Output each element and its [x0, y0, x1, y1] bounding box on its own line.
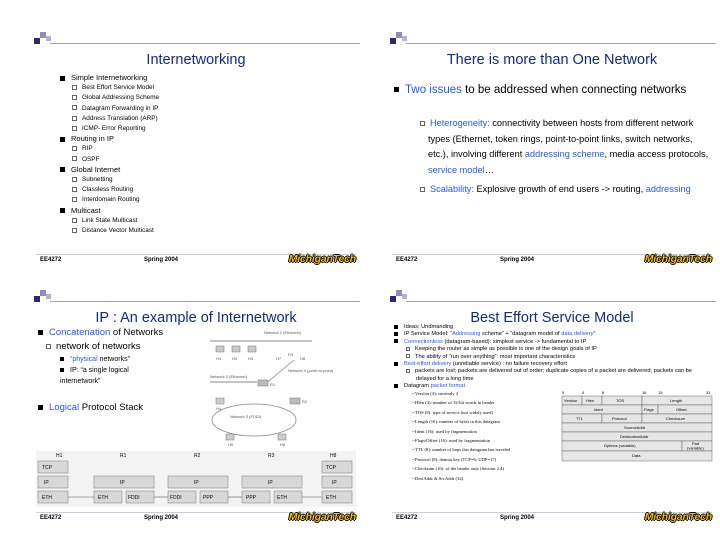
host-icon — [248, 346, 256, 352]
heterogeneity-item — [420, 116, 710, 178]
field-label: TOS — [616, 398, 625, 403]
bullet-text: (unreliable service) : no failure recovery effort — [451, 361, 567, 368]
bit-label: 16 — [642, 390, 647, 395]
bullet-icon — [394, 87, 399, 92]
outline-item — [60, 206, 159, 216]
bullet-text: to be addressed when connecting networks — [461, 84, 687, 96]
footer-course: EE4272 — [40, 515, 62, 521]
sub-text: networks” — [97, 356, 130, 363]
layer-label: TCP — [42, 465, 52, 471]
layer-label: IP — [194, 480, 199, 486]
outline-subitem — [60, 93, 159, 103]
layer-label: ETH — [326, 495, 336, 501]
michigantech-logo: MichiganTech — [288, 253, 356, 265]
checkbox-bullet-icon — [72, 126, 77, 131]
slide-title: Best Effort Service Model — [470, 310, 634, 326]
layer-label: ETH — [98, 495, 108, 501]
checkbox-bullet-icon — [72, 116, 77, 121]
field-label: Options (variable) — [604, 443, 636, 448]
layer-label: PPP — [203, 495, 214, 501]
top-rule — [50, 43, 360, 44]
sub-text: packets are lost; packets are delivered out of order; duplicate copies of a packet are delivered; packets can be delayed for a long time — [415, 368, 692, 382]
host-label: H5 — [228, 442, 234, 447]
highlight-text: “physical — [70, 356, 98, 363]
slide-internetworking — [32, 32, 360, 269]
layer-label: TCP — [326, 465, 336, 471]
host-label: H4 — [216, 406, 222, 411]
checkbox-bullet-icon — [420, 121, 425, 126]
footer-course: EE4272 — [396, 515, 418, 521]
highlight-text: Best-effort delivery — [404, 361, 452, 368]
michigantech-logo: MichiganTech — [644, 253, 712, 265]
outline-subitem-label: Global Addressing Scheme — [82, 94, 160, 102]
host-icon — [216, 398, 224, 404]
field-label: Hlen — [586, 398, 595, 403]
field-label: Length — [670, 398, 683, 403]
slide-ip-example — [32, 290, 360, 527]
outline-subitem-label: Address Translation (ARP) — [82, 114, 158, 122]
network3-ring — [212, 404, 296, 436]
field-label: DestinationAddr — [620, 434, 649, 439]
checkbox-bullet-icon — [72, 218, 77, 223]
highlight-text: Two issues — [405, 84, 462, 96]
highlight-text: Concatenation — [49, 327, 111, 338]
checkbox-bullet-icon — [72, 85, 77, 90]
field-label: Ident — [594, 407, 603, 412]
outline-subitem-label: ICMP- Error Reporting — [82, 125, 146, 133]
outline-subitem — [60, 155, 159, 165]
sub-text: Keeping the router as simple as possible is one of the design goals of IP — [415, 346, 597, 353]
host-label: H2 — [232, 356, 238, 361]
layer-label: IP — [120, 480, 125, 486]
field-description: --Checksum (16): of the header only (Section 2.4) — [412, 466, 504, 472]
bullet-text: of Networks — [110, 327, 164, 338]
field-description: --TTL (8): number of hops this datagram has traveled — [412, 447, 511, 453]
host-icon — [278, 434, 286, 440]
field-description: --Protocol (8): demux key (TCP=6; UDP=17) — [412, 456, 497, 462]
stack-host-label: H8 — [330, 453, 337, 459]
network4-label: Network 4 (point-to-point) — [288, 368, 334, 373]
bullet-text: scheme” + “datagram model of — [480, 331, 562, 338]
field-label: Data — [632, 453, 641, 458]
field-label: (variable) — [687, 445, 704, 451]
outline-item-label: Multicast — [71, 205, 101, 215]
host-label: H8 — [300, 356, 306, 361]
network2-label: Network 2 (Ethernet) — [210, 374, 247, 379]
field-description: --Version (4): currently 4 — [412, 391, 459, 396]
footer-date: Spring 2004 — [500, 515, 535, 521]
highlight-text: Logical — [49, 402, 80, 413]
highlight-text: data delivery — [561, 331, 594, 338]
layer-label: IP — [268, 480, 273, 486]
outline-subitem-label: Distance Vector Multicast — [82, 227, 154, 235]
host-icon — [226, 434, 234, 440]
field-description: --Length (16): number of bytes in this datagram — [412, 419, 500, 425]
outline-subitem-label: Best Effort Service Model — [82, 84, 154, 92]
field-label: Flags — [644, 407, 654, 412]
stack-router-label: R1 — [120, 453, 127, 459]
bullet-text: (datagram-based): simplest service -> fundamental to IP — [442, 338, 587, 345]
outline-item — [60, 73, 159, 83]
outline-item-label: Simple Internetworking — [71, 73, 148, 82]
stack-layer — [322, 476, 352, 488]
bullet-text: ” — [593, 331, 596, 338]
outline-subitem — [60, 175, 159, 185]
bit-label: 4 — [582, 390, 585, 395]
highlight-text: Heterogeneity: — [430, 118, 490, 128]
bit-label: 0 — [562, 390, 565, 395]
stack-router-label: R2 — [194, 453, 201, 459]
stack-layer — [38, 476, 68, 488]
highlight-text: packet format — [430, 383, 466, 390]
field-label: Pad — [692, 441, 700, 446]
layer-label: ETH — [42, 495, 52, 501]
host-label: H1 — [216, 356, 222, 361]
field-description: --Hlen (4): number of 32-bit words in header — [412, 400, 495, 406]
outline-subitem-label: RIP — [82, 145, 93, 153]
outline-subitem-label: Subnetting — [82, 176, 113, 184]
highlight-text: addressing scheme — [524, 149, 605, 159]
item-text: … — [484, 164, 494, 175]
slide-title: IP : An example of Internetwork — [95, 310, 297, 326]
outline-subitem — [60, 216, 159, 226]
field-description: --Flags/Offset (16): used by fragmentation — [412, 438, 490, 444]
bit-label: 31 — [706, 390, 711, 395]
checkbox-bullet-icon — [72, 146, 77, 151]
sub-text: The ability of “run over anything”: most important characteristics — [415, 353, 576, 360]
checkbox-bullet-icon — [72, 156, 77, 161]
checkbox-bullet-icon — [72, 105, 77, 110]
outline-subitem — [60, 144, 159, 154]
stack-host-label: H1 — [56, 453, 63, 459]
bullet-text: IP Service Model: “ — [404, 331, 452, 338]
bullet-text: Ideas: Undmanding — [404, 324, 454, 330]
outline-subitem — [60, 104, 159, 114]
outline-subitem-label: Link State Multicast — [82, 216, 138, 224]
outline-subitem-label: Interdomain Routing — [82, 196, 140, 204]
host-label: H3 — [248, 356, 254, 361]
footer-course: EE4272 — [396, 257, 418, 263]
host-icon — [216, 346, 224, 352]
outline-item — [60, 134, 159, 144]
outline-item — [60, 165, 159, 175]
footer-date: Spring 2004 — [144, 515, 179, 521]
bullet-icon — [60, 76, 65, 81]
sub-text: IP: “a single logical internetwork” — [60, 367, 129, 385]
outline-subitem — [60, 114, 159, 124]
slide-title: Internetworking — [146, 52, 246, 68]
checkbox-bullet-icon — [72, 187, 77, 192]
outline-item-label: Global Internet — [71, 164, 121, 174]
checkbox-bullet-icon — [420, 187, 425, 192]
bullet-icon — [60, 167, 65, 172]
footer-course: EE4272 — [40, 257, 62, 263]
highlight-text: service model — [428, 164, 485, 175]
router-label: R2 — [302, 399, 308, 404]
checkbox-bullet-icon — [72, 228, 77, 233]
outline-list — [60, 73, 159, 236]
outline-subitem-label: Datagram Forwarding in IP — [82, 104, 159, 112]
bit-label: 8 — [602, 390, 605, 395]
bullet-text: Protocol Stack — [79, 402, 143, 413]
field-label: TTL — [576, 416, 584, 421]
layer-label: IP — [332, 480, 337, 486]
bit-label: 19 — [658, 390, 663, 395]
highlight-text: Scalability: — [430, 184, 474, 194]
layer-label: PPP — [246, 495, 257, 501]
bullet-text: Datagram — [404, 383, 431, 390]
michigantech-logo: MichiganTech — [288, 511, 356, 523]
slide-title: There is more than One Network — [446, 52, 658, 68]
field-label: Protocol — [612, 416, 627, 421]
layer-label: ETH — [277, 495, 287, 501]
layer-label: IP — [44, 480, 49, 486]
outline-subitem-label: Classless Routing — [82, 186, 134, 194]
highlight-text: addressing — [645, 184, 691, 194]
checkbox-bullet-icon — [72, 95, 77, 100]
ip-header-diagram — [388, 290, 716, 527]
outline-subitem — [60, 124, 159, 134]
sub-text: network of networks — [56, 341, 141, 352]
bullet-icon — [60, 208, 65, 213]
layer-label: FDDI — [128, 495, 140, 501]
outline-subitem-label: OSPF — [82, 155, 100, 163]
checkbox-bullet-icon — [72, 177, 77, 182]
outline-item-label: Routing in IP — [71, 134, 114, 144]
router-icon — [258, 380, 268, 386]
bullet-icon — [60, 137, 65, 142]
router-icon — [290, 398, 300, 404]
host-label: H7 — [276, 356, 282, 361]
internetwork-diagram — [32, 290, 360, 527]
top-rule — [406, 43, 716, 44]
field-label: Offset — [676, 407, 687, 412]
highlight-text: Connectionless — [404, 338, 443, 345]
field-description: --DestAddr & SrcAddr (32) — [412, 475, 464, 481]
slide-more-than-one-network — [388, 32, 716, 269]
host-icon — [232, 346, 240, 352]
host-label: H6 — [280, 442, 286, 447]
field-description: --Ident (16): used by fragmentation — [412, 428, 477, 434]
michigantech-logo: MichiganTech — [644, 511, 712, 523]
outline-subitem — [60, 195, 159, 205]
router-label: R3 — [288, 352, 294, 357]
network3-label: Network 3 (FDDI) — [230, 414, 262, 419]
footer-date: Spring 2004 — [144, 257, 179, 263]
outline-subitem — [60, 83, 159, 93]
scalability-item — [420, 182, 710, 198]
footer-date: Spring 2004 — [500, 257, 535, 263]
field-label: Checksum — [666, 416, 685, 421]
field-label: SourceAddr — [624, 425, 646, 430]
stack-router-label: R3 — [268, 453, 275, 459]
field-label: Version — [564, 398, 578, 403]
item-text: Explosive growth of end users -> routing, — [473, 184, 646, 194]
slide-best-effort — [388, 290, 716, 527]
item-text: connectivity between hosts from different network types (Ethernet, token rings, point-to-point links, switch networks, etc.), involving different — [428, 118, 694, 159]
outline-subitem — [60, 185, 159, 195]
item-text: , media access protocols, — [604, 149, 709, 159]
checkbox-bullet-icon — [72, 197, 77, 202]
issues-sublist — [420, 116, 710, 202]
field-description: --TOS (8): type of service (not widely used) — [412, 409, 493, 415]
highlight-text: Addressing — [451, 331, 481, 338]
two-issues-bullet — [394, 82, 710, 98]
router-label: R1 — [270, 382, 276, 387]
outline-subitem — [60, 226, 159, 236]
network1-label: Network 1 (Ethernet) — [264, 330, 301, 335]
layer-label: FDDI — [170, 495, 182, 501]
